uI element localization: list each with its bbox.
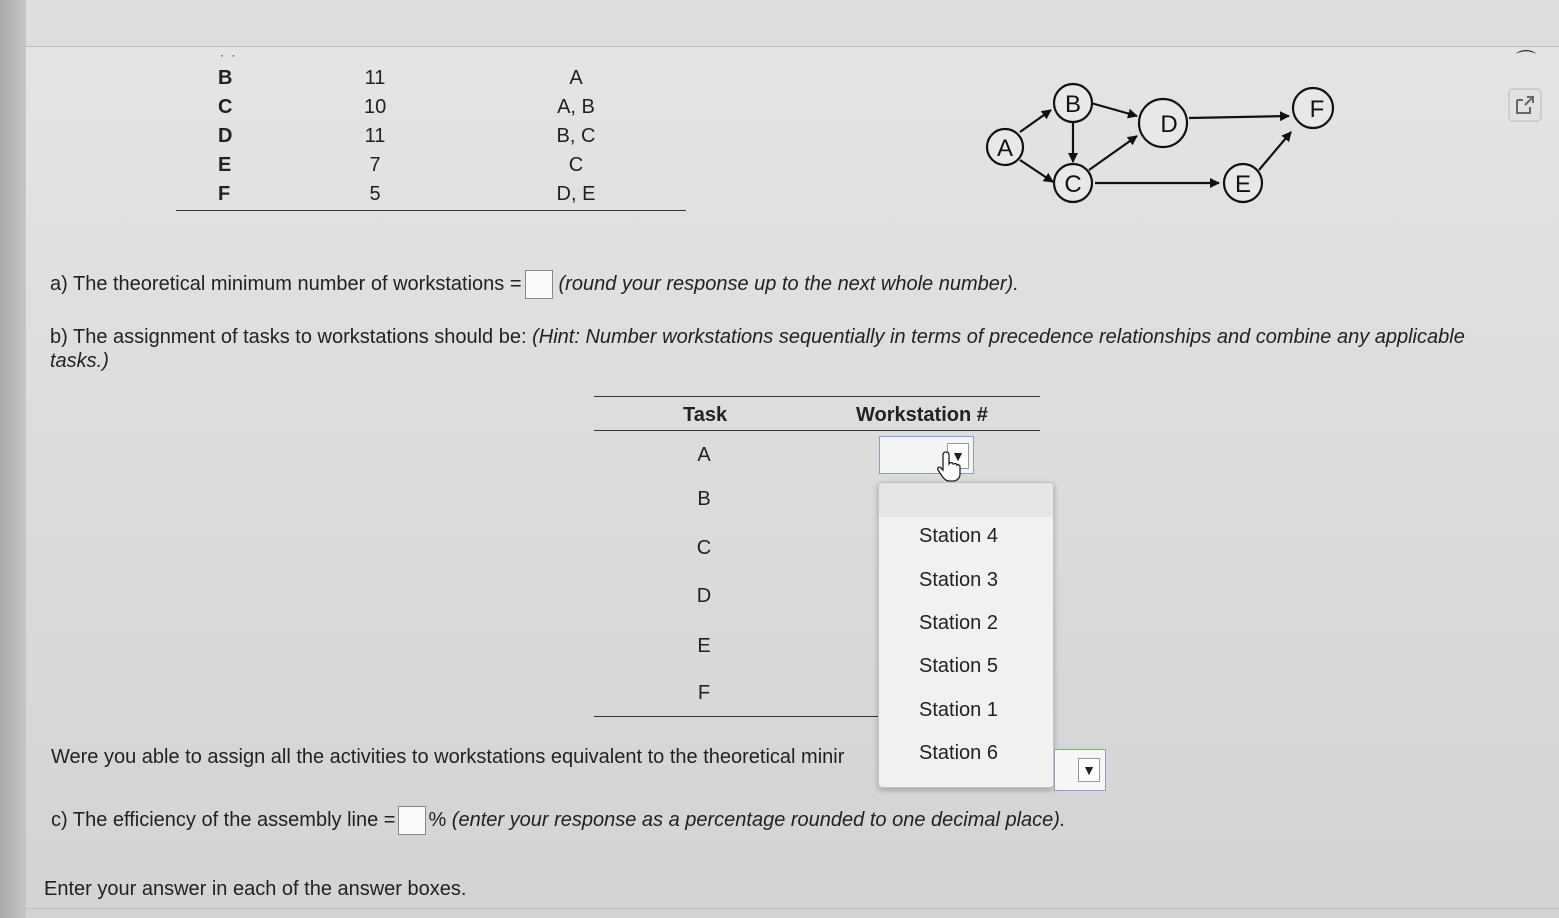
option-station-4[interactable]: Station 4 <box>919 525 998 547</box>
task-c: C <box>696 537 712 559</box>
edge-a-c <box>1020 160 1053 182</box>
node-e: E <box>1234 171 1252 198</box>
predecessor-cell: C <box>568 154 584 176</box>
task-cell: C <box>218 96 233 118</box>
header-rule <box>594 430 1040 431</box>
col-workstation-header: Workstation # <box>856 404 988 426</box>
question-b-line1 <box>50 326 1465 349</box>
edge-c-d <box>1089 136 1137 170</box>
external-link-icon[interactable] <box>1508 88 1542 122</box>
question-b-line2 <box>50 350 109 373</box>
window-edge <box>0 0 26 918</box>
node-c: C <box>1064 171 1082 198</box>
node-f: F <box>1309 96 1325 123</box>
time-cell: 5 <box>369 183 381 205</box>
question-c <box>51 806 1066 835</box>
dropdown-arrow-icon[interactable]: ▼ <box>947 443 969 469</box>
corner-mark-icon: ⌒ <box>1516 50 1536 72</box>
task-a: A <box>697 444 711 466</box>
time-cell: 7 <box>369 154 381 176</box>
task-cell: B <box>218 67 233 89</box>
workstation-dropdown[interactable] <box>878 482 1054 788</box>
min-workstations-input[interactable] <box>525 270 553 299</box>
time-cell: 11 <box>364 67 386 89</box>
option-station-5[interactable]: Station 5 <box>919 655 998 677</box>
question-b-hint: (Hint: Number workstations sequentially in terms of precedence relationships and combine any applicable <box>532 326 1465 348</box>
footer-rule <box>26 908 1559 909</box>
dropdown-blank-option[interactable] <box>879 483 1053 517</box>
question-b-hint-cont: tasks.) <box>50 350 109 372</box>
table-row <box>176 67 686 96</box>
predecessor-cell: A <box>569 67 583 89</box>
option-station-6[interactable]: Station 6 <box>919 742 998 764</box>
question-a-hint: (round your response up to the next whole number). <box>558 272 1019 295</box>
percent-sign: % <box>428 808 447 831</box>
table-row <box>176 154 686 183</box>
node-d: D <box>1160 111 1178 138</box>
table-bottom-rule <box>176 210 686 211</box>
dropdown-arrow-icon[interactable]: ▼ <box>1078 758 1100 782</box>
predecessor-cell: A, B <box>557 96 595 118</box>
question-a <box>50 270 1019 299</box>
question-a-prefix: a) The theoretical minimum number of workstations = <box>50 272 522 295</box>
question-feasible: Were you able to assign all the activities to workstations equivalent to the theoretical minir <box>51 746 845 768</box>
table-row <box>176 183 686 212</box>
predecessor-cell: B, C <box>556 125 596 147</box>
task-f: F <box>697 682 711 704</box>
question-b-prefix: b) The assignment of tasks to workstations should be: <box>50 326 527 348</box>
table-row <box>176 125 686 154</box>
node-a: A <box>996 135 1014 162</box>
efficiency-input[interactable] <box>398 806 426 835</box>
edge-a-b <box>1020 110 1051 132</box>
table-row <box>176 96 686 125</box>
edge-d-f <box>1189 116 1289 118</box>
option-station-2[interactable]: Station 2 <box>919 612 998 634</box>
task-cell: F <box>218 183 231 205</box>
task-b: B <box>697 488 711 510</box>
question-c-prefix: c) The efficiency of the assembly line = <box>51 808 396 831</box>
cut-off-row: · · <box>220 48 238 62</box>
time-cell: 10 <box>364 96 387 118</box>
task-cell: E <box>218 154 232 176</box>
time-cell: 11 <box>364 125 386 147</box>
task-e: E <box>697 635 711 657</box>
option-station-1[interactable]: Station 1 <box>919 699 998 721</box>
task-cell: D <box>218 125 233 147</box>
col-task-header: Task <box>683 404 728 426</box>
question-c-hint: (enter your response as a percentage rounded to one decimal place). <box>451 808 1066 831</box>
edge-b-d <box>1091 103 1137 116</box>
table-top-rule <box>594 396 1040 397</box>
edge-e-f <box>1259 132 1291 170</box>
hand-pointer-icon <box>936 450 964 482</box>
option-station-3[interactable]: Station 3 <box>919 569 998 591</box>
footer-instruction: Enter your answer in each of the answer boxes. <box>44 878 467 900</box>
table-bottom-rule <box>594 716 878 717</box>
feasible-select[interactable] <box>1054 749 1106 791</box>
node-b: B <box>1064 91 1082 118</box>
task-d: D <box>696 585 712 607</box>
predecessor-cell: D, E <box>556 183 596 205</box>
precedence-network <box>975 70 1335 210</box>
top-bar <box>26 0 1559 47</box>
